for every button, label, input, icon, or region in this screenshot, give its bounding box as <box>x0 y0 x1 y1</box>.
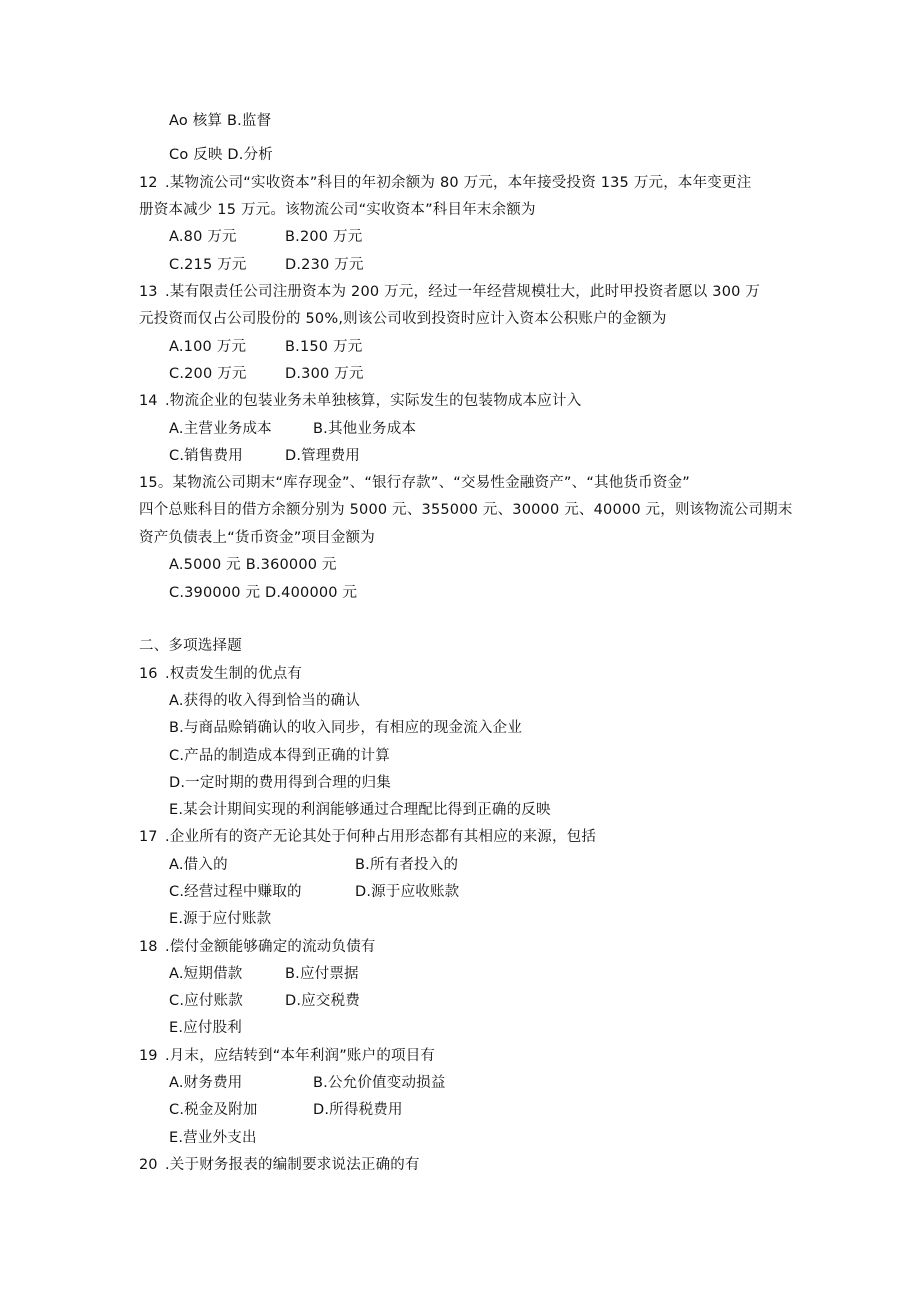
q16-option-a: A.获得的收入得到恰当的确认 <box>169 693 361 709</box>
q19-option-e: E.营业外支出 <box>169 1130 257 1146</box>
q14-option-c: C.销售费用 <box>169 448 243 464</box>
q19-option-c: C.税金及附加 <box>169 1102 258 1118</box>
q14-option-b: B.其他业务成本 <box>313 421 417 437</box>
q13-stem-line2: 元投资而仅占公司股份的 50%,则该公司收到投资时应计入资本公积账户的金额为 <box>139 311 667 327</box>
q19-stem: .月末，应结转到“本年利润”账户的项目有 <box>165 1048 436 1064</box>
q19-option-b: B.公允价值变动损益 <box>313 1075 446 1091</box>
q17-stem: .企业所有的资产无论其处于何种占用形态都有其相应的来源，包括 <box>165 829 597 845</box>
section-heading-multiple-choice: 二、多项选择题 <box>139 638 242 654</box>
q18-number: 18 <box>139 939 158 955</box>
q18-stem: .偿付金额能够确定的流动负债有 <box>165 939 376 955</box>
q17-option-e: E.源于应付账款 <box>169 911 272 927</box>
q16-option-d: D.一定时期的费用得到合理的归集 <box>169 775 391 791</box>
q11-options-ab: Ao 核算 B.监督 <box>169 113 272 129</box>
q15-options-ab: A.5000 元 B.360000 元 <box>169 557 337 573</box>
q18-option-b: B.应付票据 <box>285 966 359 982</box>
q15-options-cd: C.390000 元 D.400000 元 <box>169 585 358 601</box>
q13-option-d: D.300 万元 <box>285 366 364 382</box>
q12-option-c: C.215 万元 <box>169 257 247 273</box>
q16-stem: .权责发生制的优点有 <box>165 666 303 682</box>
q14-option-d: D.管理费用 <box>285 448 360 464</box>
q18-option-e: E.应付股利 <box>169 1020 242 1036</box>
q17-option-a: A.借入的 <box>169 857 228 873</box>
q14-option-a: A.主营业务成本 <box>169 421 272 437</box>
q20-number: 20 <box>139 1157 158 1173</box>
q18-option-c: C.应付账款 <box>169 993 243 1009</box>
q12-number: 12 <box>139 175 158 191</box>
q17-option-b: B.所有者投入的 <box>355 857 459 873</box>
q13-number: 13 <box>139 284 158 300</box>
q12-option-d: D.230 万元 <box>285 257 364 273</box>
q19-number: 19 <box>139 1048 158 1064</box>
q15-stem-line1: 15。某物流公司期末“库存现金”、“银行存款”、“交易性金融资产”、“其他货币资金” <box>139 475 690 491</box>
q14-stem: .物流企业的包装业务未单独核算，实际发生的包装物成本应计入 <box>165 393 582 409</box>
q13-option-c: C.200 万元 <box>169 366 247 382</box>
q15-stem-line3: 资产负债表上“货币资金”项目金额为 <box>139 530 375 546</box>
q20-stem: .关于财务报表的编制要求说法正确的有 <box>165 1157 420 1173</box>
q13-option-b: B.150 万元 <box>285 339 363 355</box>
q19-option-d: D.所得税费用 <box>313 1102 403 1118</box>
q18-option-d: D.应交税费 <box>285 993 360 1009</box>
q16-option-c: C.产品的制造成本得到正确的计算 <box>169 748 390 764</box>
q17-number: 17 <box>139 829 158 845</box>
q12-stem-line1: .某物流公司“实收资本”科目的年初余额为 80 万元，本年接受投资 135 万元，本年变更注 <box>165 175 752 191</box>
q12-option-b: B.200 万元 <box>285 229 363 245</box>
q15-stem-line2: 四个总账科目的借方余额分别为 5000 元、355000 元、30000 元、40000 元，则该物流公司期末 <box>139 502 793 518</box>
q17-option-c: C.经营过程中赚取的 <box>169 884 302 900</box>
q12-option-a: A.80 万元 <box>169 229 237 245</box>
q19-option-a: A.财务费用 <box>169 1075 243 1091</box>
q17-option-d: D.源于应收账款 <box>355 884 460 900</box>
q16-option-e: E.某会计期间实现的利润能够通过合理配比得到正确的反映 <box>169 802 551 818</box>
q16-option-b: B.与商品赊销确认的收入同步，有相应的现金流入企业 <box>169 720 523 736</box>
q18-option-a: A.短期借款 <box>169 966 243 982</box>
q12-stem-line2: 册资本减少 15 万元。该物流公司“实收资本”科目年末余额为 <box>139 202 536 218</box>
q14-number: 14 <box>139 393 158 409</box>
q16-number: 16 <box>139 666 158 682</box>
q13-stem-line1: .某有限责任公司注册资本为 200 万元，经过一年经营规模壮大，此时甲投资者愿以 300 万 <box>165 284 761 300</box>
q13-option-a: A.100 万元 <box>169 339 247 355</box>
q11-options-cd: Co 反映 D.分析 <box>169 147 273 163</box>
